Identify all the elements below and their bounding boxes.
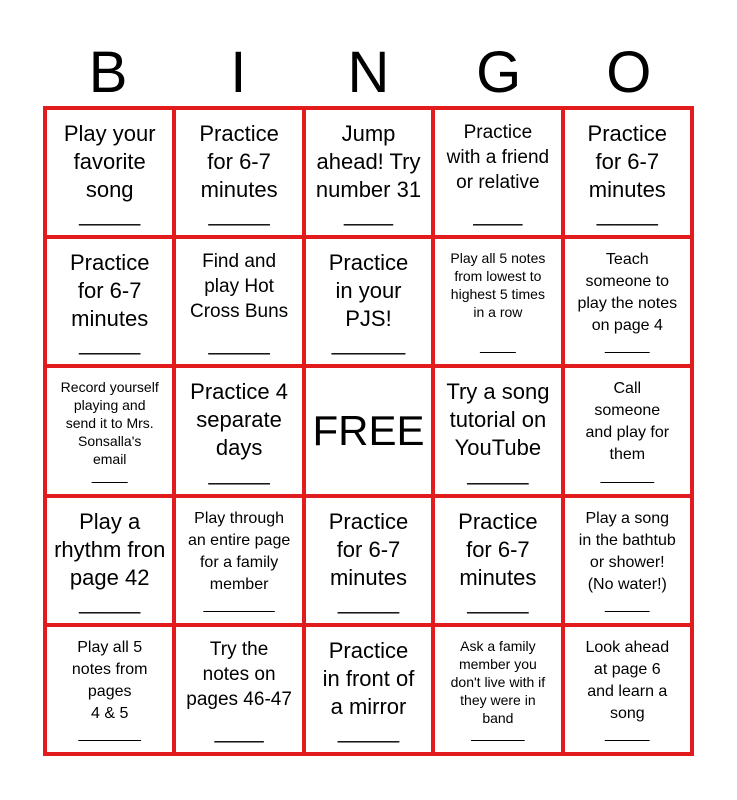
bingo-cell[interactable] bbox=[433, 108, 562, 237]
cell-checkline: _____ bbox=[605, 724, 650, 742]
cell-checkline: _____ bbox=[337, 588, 400, 614]
cell-text: Practice 4 separate days bbox=[190, 379, 288, 461]
bingo-cell[interactable] bbox=[563, 366, 692, 495]
cell-checkline: _____ bbox=[605, 595, 650, 613]
cell-checkline: ______ bbox=[471, 724, 525, 742]
bingo-cell[interactable] bbox=[45, 237, 174, 366]
cell-checkline: ____ bbox=[214, 717, 264, 743]
cell-text: Jump ahead! Try number 31 bbox=[315, 121, 422, 202]
bingo-cell[interactable] bbox=[304, 237, 433, 366]
cell-text: Ask a family member you don't live with if they were in band bbox=[450, 637, 546, 726]
bingo-board bbox=[43, 106, 694, 756]
cell-checkline: _____ bbox=[337, 717, 400, 743]
cell-checkline: _____ bbox=[208, 201, 270, 227]
bingo-header bbox=[43, 40, 694, 106]
bingo-cell[interactable] bbox=[563, 237, 692, 366]
cell-text: Play through an entire page for a family member bbox=[187, 509, 291, 593]
bingo-cell[interactable] bbox=[174, 237, 303, 366]
cell-text: Find and play Hot Cross Buns bbox=[189, 251, 289, 323]
cell-text: Teach someone to play the notes on page 4 bbox=[577, 251, 678, 335]
header-letter-g: G bbox=[476, 40, 522, 105]
cell-text: Practice for 6-7 minutes bbox=[69, 250, 150, 332]
cell-text: Play all 5 notes from pages 4 & 5 bbox=[71, 638, 148, 722]
free-space[interactable] bbox=[304, 366, 433, 495]
cell-checkline: ______ bbox=[600, 466, 654, 484]
header-letter-o: O bbox=[606, 40, 652, 105]
cell-checkline: _____ bbox=[208, 459, 270, 485]
bingo-cell[interactable] bbox=[174, 366, 303, 495]
cell-text: Practice for 6-7 minutes bbox=[587, 121, 668, 202]
cell-checkline: _____ bbox=[79, 330, 141, 356]
cell-text: Record yourself playing and send it to Mrs. Sonsalla's email bbox=[60, 379, 159, 468]
cell-text: Practice for 6-7 minutes bbox=[458, 508, 538, 590]
bingo-cell[interactable] bbox=[304, 496, 433, 625]
cell-text: Try the notes on pages 46-47 bbox=[186, 638, 292, 710]
cell-checkline: _____ bbox=[467, 459, 529, 485]
bingo-cell[interactable] bbox=[563, 496, 692, 625]
header-letter-i: I bbox=[230, 40, 247, 105]
cell-checkline: _____ bbox=[79, 588, 141, 614]
cell-checkline: _______ bbox=[78, 724, 141, 742]
cell-text: Practice in your PJS! bbox=[328, 250, 409, 332]
cell-checkline: _____ bbox=[605, 337, 650, 355]
cell-text: Practice for 6-7 minutes bbox=[199, 121, 279, 202]
bingo-cell[interactable] bbox=[433, 625, 562, 754]
cell-text: Practice with a friend or relative bbox=[446, 122, 550, 193]
header-letter-b: B bbox=[88, 40, 128, 105]
bingo-cell[interactable] bbox=[304, 625, 433, 754]
cell-checkline: ____ bbox=[91, 466, 128, 484]
bingo-cell[interactable] bbox=[45, 625, 174, 754]
cell-text: Play a rhythm fron page 42 bbox=[54, 508, 166, 590]
cell-text: Call someone and play for them bbox=[585, 380, 670, 464]
bingo-cell[interactable] bbox=[45, 496, 174, 625]
cell-checkline: ______ bbox=[331, 330, 406, 356]
bingo-cell[interactable] bbox=[433, 237, 562, 366]
cell-checkline: _____ bbox=[467, 588, 529, 614]
cell-text: Play a song in the bathtub or shower! (No water!) bbox=[578, 509, 676, 593]
bingo-cell[interactable] bbox=[433, 366, 562, 495]
cell-text: Practice in front of a mirror bbox=[322, 637, 415, 719]
bingo-cell[interactable] bbox=[174, 108, 303, 237]
bingo-cell[interactable] bbox=[433, 496, 562, 625]
bingo-cell[interactable] bbox=[174, 625, 303, 754]
cell-checkline: ____ bbox=[344, 201, 393, 227]
header-letter-n: N bbox=[347, 40, 390, 105]
cell-text: Try a song tutorial on YouTube bbox=[446, 379, 550, 461]
cell-checkline: ________ bbox=[203, 595, 275, 613]
bingo-cell[interactable] bbox=[45, 108, 174, 237]
cell-checkline: _____ bbox=[208, 330, 270, 356]
cell-checkline: ____ bbox=[480, 337, 516, 355]
cell-checkline: _____ bbox=[596, 201, 658, 227]
cell-text: Play your favorite song bbox=[63, 121, 156, 202]
cell-checkline: ____ bbox=[473, 201, 523, 227]
cell-text: Play all 5 notes from lowest to highest 5 times in a row bbox=[450, 250, 546, 321]
bingo-cell[interactable] bbox=[563, 625, 692, 754]
bingo-cell[interactable] bbox=[45, 366, 174, 495]
cell-checkline: _____ bbox=[79, 201, 141, 227]
bingo-cell[interactable] bbox=[563, 108, 692, 237]
cell-text: FREE bbox=[312, 406, 425, 454]
bingo-cell[interactable] bbox=[174, 496, 303, 625]
cell-text: Look ahead at page 6 and learn a song bbox=[585, 638, 670, 722]
bingo-cell[interactable] bbox=[304, 108, 433, 237]
cell-text: Practice for 6-7 minutes bbox=[328, 508, 409, 590]
